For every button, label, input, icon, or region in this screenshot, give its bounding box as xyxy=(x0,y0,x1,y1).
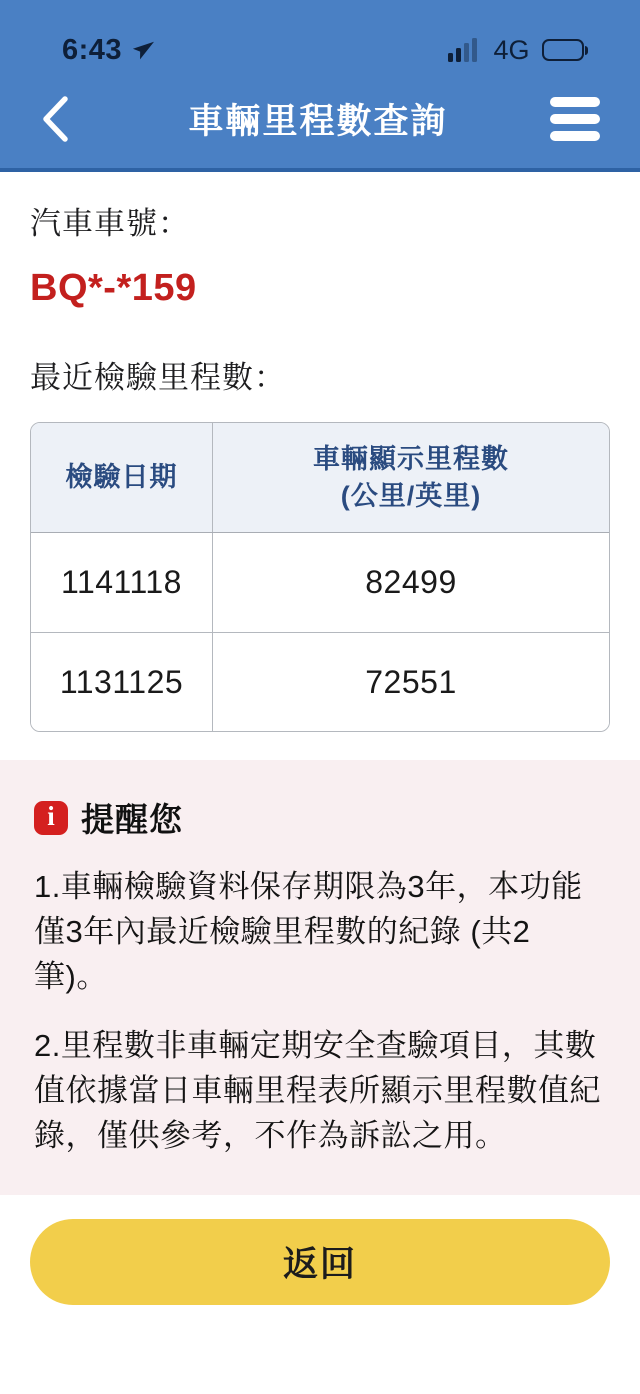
return-button[interactable]: 返回 xyxy=(30,1219,610,1305)
hamburger-icon xyxy=(550,97,600,107)
mileage-table xyxy=(30,422,610,732)
status-left xyxy=(62,34,156,67)
table-header-row xyxy=(31,423,609,533)
notice-item-1: 1.車輛檢驗資料保存期限為3年，本功能僅3年內最近檢驗里程數的紀錄 (共2筆)。 xyxy=(34,869,583,994)
plate-number-label: 汽車車號： xyxy=(30,206,190,241)
cellular-signal-icon xyxy=(448,38,477,62)
table-row xyxy=(31,533,609,632)
notice-item-2: 2.里程數非車輛定期安全查驗項目，其數值依據當日車輛里程表所顯示里程數值紀錄，僅供參考，不作為訴訟之用。 xyxy=(34,1027,601,1153)
cell-inspection-date: 1141118 xyxy=(31,533,213,632)
plate-number-value: BQ*-*159 xyxy=(30,267,197,309)
table-header-mileage: 車輛顯示里程數 (公里/英里) xyxy=(313,444,509,511)
notice-title: 提醒您 xyxy=(81,801,183,838)
app-header xyxy=(0,0,640,172)
cell-inspection-date: 1131125 xyxy=(31,633,213,731)
table-row xyxy=(31,632,609,731)
cell-mileage-value: 72551 xyxy=(365,663,457,700)
mileage-section-label: 最近檢驗里程數： xyxy=(30,360,286,395)
table-header-date: 檢驗日期 xyxy=(31,423,213,532)
status-time: 6:43 xyxy=(62,33,123,66)
menu-button[interactable] xyxy=(550,97,600,141)
main-content xyxy=(0,198,640,1305)
nav-bar xyxy=(0,76,640,162)
status-right xyxy=(448,35,588,66)
network-type-label: 4G xyxy=(493,34,530,65)
notice-header xyxy=(34,794,604,841)
cell-mileage-value: 82499 xyxy=(365,564,457,600)
page-title: 車輛里程數查詢 xyxy=(188,102,448,141)
chevron-left-icon xyxy=(40,95,70,143)
info-icon: i xyxy=(34,801,68,835)
status-bar xyxy=(0,0,640,70)
location-arrow-icon xyxy=(130,37,156,63)
notice-box xyxy=(0,760,640,1195)
back-button[interactable] xyxy=(40,93,86,145)
battery-icon xyxy=(542,39,589,61)
